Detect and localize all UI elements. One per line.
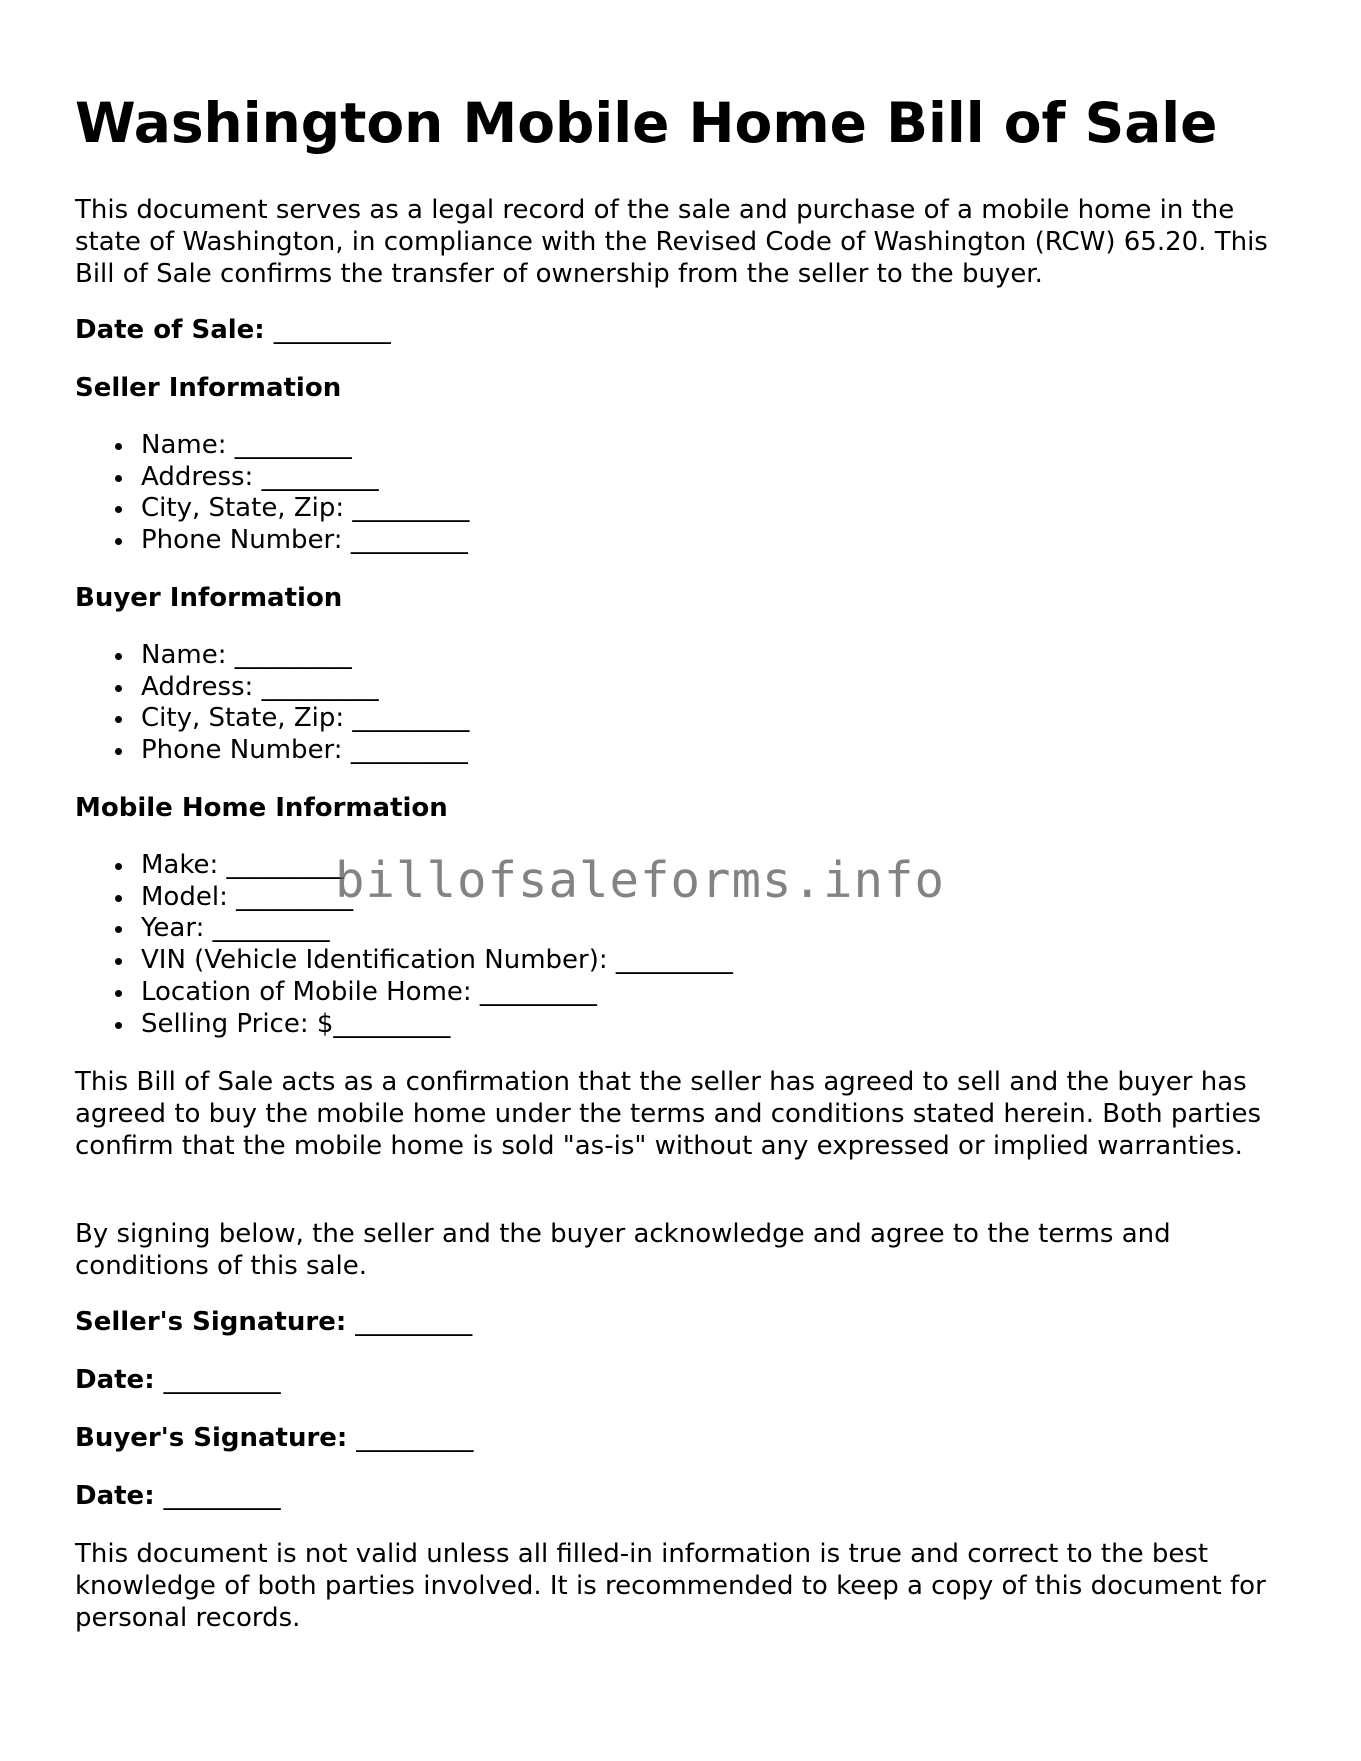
intro-paragraph: This document serves as a legal record of the sale and purchase of a mobile home in the state of Washington, in compliance with the Revised Code of Washington (RCW) 65.20. This Bill of Sale confirms the transfer of ownership from the seller to the buyer. bbox=[75, 195, 1268, 289]
list-item: Name: _________ bbox=[75, 640, 469, 672]
buyer-date-field bbox=[75, 1480, 281, 1512]
buyer-signature-blank: _________ bbox=[356, 1423, 474, 1453]
list-item: Year: _________ bbox=[75, 913, 733, 945]
buyer-signature-label: Buyer's Signature: bbox=[75, 1423, 348, 1453]
list-item: City, State, Zip: _________ bbox=[75, 493, 469, 525]
seller-section-heading: Seller Information bbox=[75, 373, 342, 403]
seller-signature-blank: _________ bbox=[355, 1307, 473, 1337]
list-item: Address: _________ bbox=[75, 672, 469, 704]
list-item: Selling Price: $_________ bbox=[75, 1009, 733, 1041]
seller-date-field bbox=[75, 1364, 281, 1396]
date-of-sale-blank: _________ bbox=[273, 315, 391, 345]
seller-date-label: Date: bbox=[75, 1365, 155, 1395]
buyer-info-list bbox=[75, 640, 469, 767]
list-item: Phone Number: _________ bbox=[75, 735, 469, 767]
seller-signature-label: Seller's Signature: bbox=[75, 1307, 347, 1337]
list-item: Name: _________ bbox=[75, 430, 469, 462]
seller-signature-field bbox=[75, 1306, 472, 1338]
footer-paragraph: This document is not valid unless all filled-in information is true and correct to the best knowledge of both parties involved. It is recommended to keep a copy of this document for personal records. bbox=[75, 1539, 1266, 1633]
buyer-section-heading: Buyer Information bbox=[75, 583, 343, 613]
date-of-sale-label: Date of Sale: bbox=[75, 315, 265, 345]
list-item: Location of Mobile Home: _________ bbox=[75, 977, 733, 1009]
acknowledge-paragraph: By signing below, the seller and the buyer acknowledge and agree to the terms and conditions of this sale. bbox=[75, 1219, 1171, 1281]
buyer-signature-field bbox=[75, 1422, 473, 1454]
seller-date-blank: _________ bbox=[163, 1365, 281, 1395]
confirmation-paragraph: This Bill of Sale acts as a confirmation that the seller has agreed to sell and the buyer has agreed to buy the mobile home under the terms and conditions stated herein. Both parties confirm that the mobile home is sold "as-is" without any expressed or implied warranties. bbox=[75, 1067, 1261, 1161]
date-of-sale-field bbox=[75, 314, 391, 346]
list-item: Make: _________ bbox=[75, 850, 733, 882]
list-item: Address: _________ bbox=[75, 462, 469, 494]
watermark: billofsaleforms.info bbox=[335, 852, 946, 909]
list-item: Model: _________ bbox=[75, 882, 733, 914]
list-item: Phone Number: _________ bbox=[75, 525, 469, 557]
mobile-home-info-list bbox=[75, 850, 733, 1040]
mobile-home-section-heading: Mobile Home Information bbox=[75, 793, 448, 823]
list-item: City, State, Zip: _________ bbox=[75, 703, 469, 735]
page-title: Washington Mobile Home Bill of Sale bbox=[75, 91, 1218, 155]
buyer-date-label: Date: bbox=[75, 1481, 155, 1511]
buyer-date-blank: _________ bbox=[163, 1481, 281, 1511]
seller-info-list bbox=[75, 430, 469, 557]
list-item: VIN (Vehicle Identification Number): _________ bbox=[75, 945, 733, 977]
